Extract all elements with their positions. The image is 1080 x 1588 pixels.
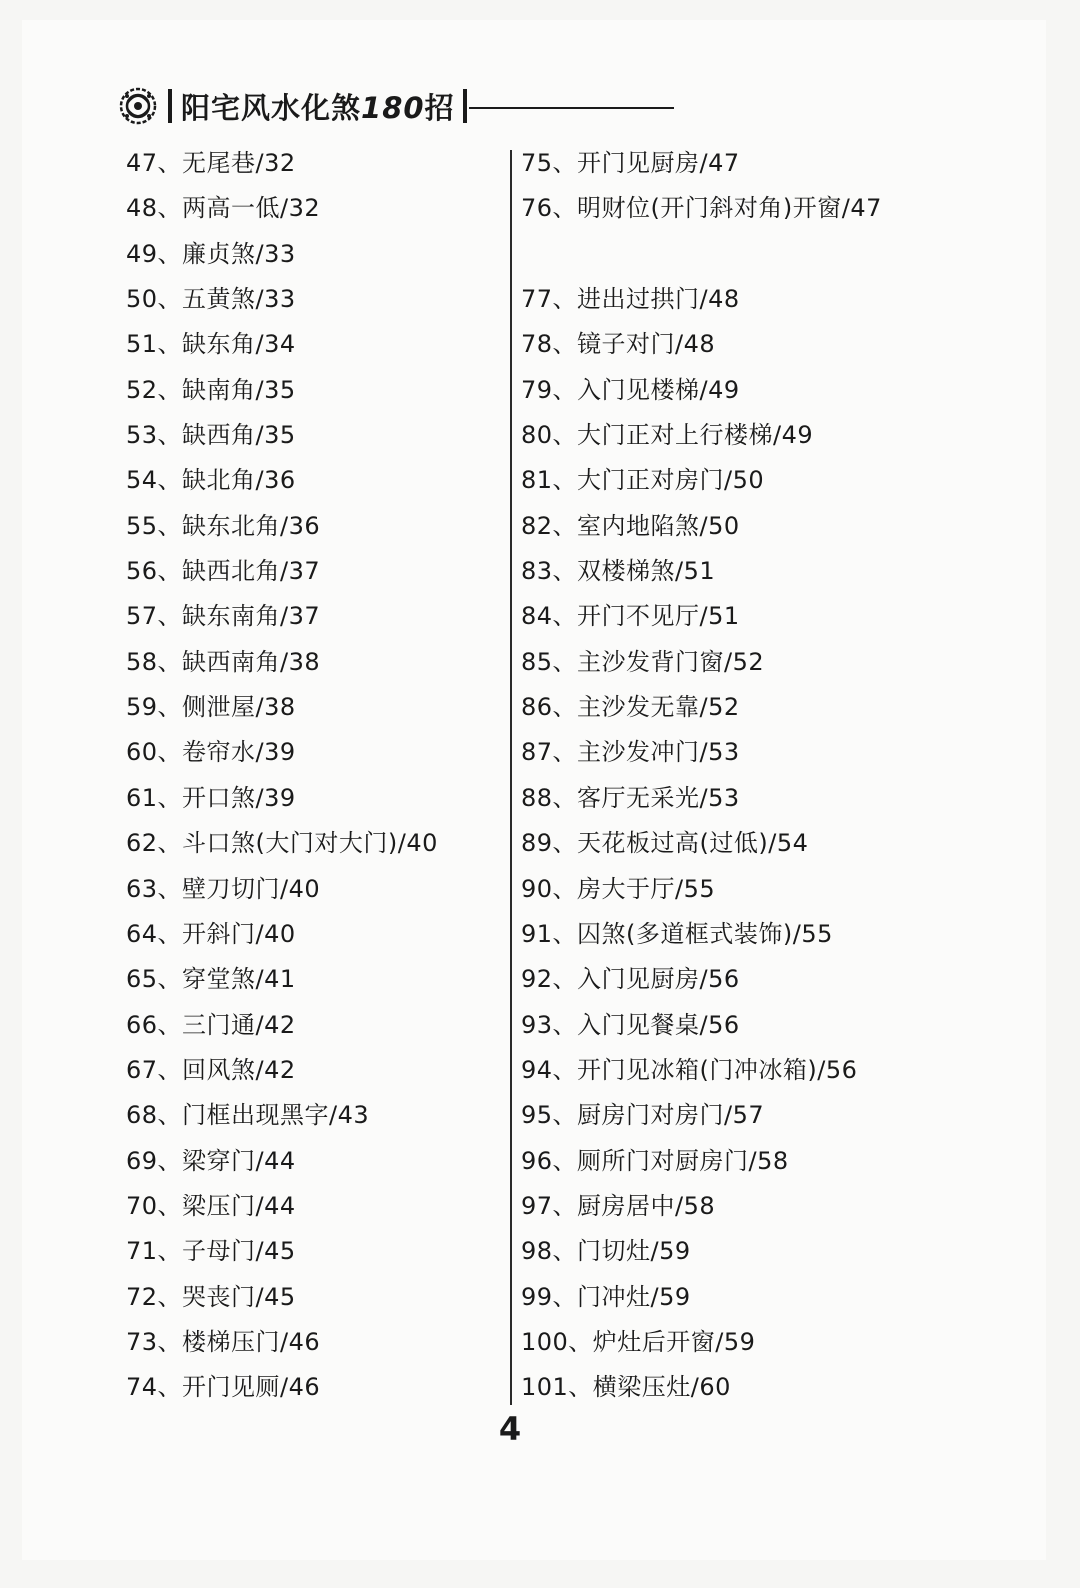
- header-rule: [469, 107, 674, 109]
- toc-entry: 54、缺北角/36: [126, 466, 296, 495]
- toc-entry: 90、房大于厅/55: [521, 874, 716, 903]
- toc-entry: 82、室内地陷煞/50: [521, 511, 740, 540]
- toc-entry: 87、主沙发冲门/53: [521, 738, 740, 767]
- toc-entry: 51、缺东角/34: [126, 330, 296, 359]
- toc-entry: 96、厕所门对厨房门/58: [521, 1146, 789, 1175]
- toc-entry: 99、门冲灶/59: [521, 1282, 691, 1311]
- toc-entry: 100、炉灶后开窗/59: [521, 1327, 756, 1356]
- toc-entry: 98、门切灶/59: [521, 1237, 691, 1266]
- book-title: [181, 86, 455, 127]
- toc-entry: 73、楼梯压门/46: [126, 1327, 321, 1356]
- header-bar-right: [463, 89, 467, 123]
- toc-entry: 59、侧泄屋/38: [126, 693, 296, 722]
- toc-entry: 50、五黄煞/33: [126, 285, 296, 314]
- toc-entry: 97、厨房居中/58: [521, 1191, 716, 1220]
- book-title-suffix: 招: [424, 90, 455, 125]
- toc-entry: 89、天花板过高(过低)/54: [521, 829, 809, 858]
- toc-entry: 69、梁穿门/44: [126, 1146, 296, 1175]
- toc-entry: 57、缺东南角/37: [126, 602, 321, 631]
- toc-entry: 93、入门见餐桌/56: [521, 1010, 740, 1039]
- toc-left-column: [126, 141, 496, 1411]
- page-header: [118, 82, 674, 130]
- toc-entry: 52、缺南角/35: [126, 375, 296, 404]
- toc-entry: 61、开口煞/39: [126, 783, 296, 812]
- toc-entry: 58、缺西南角/38: [126, 647, 321, 676]
- toc-entry: 75、开门见厨房/47: [521, 149, 740, 177]
- toc-entry: 68、门框出现黑字/43: [126, 1101, 370, 1130]
- toc-entry: 91、囚煞(多道框式装饰)/55: [521, 919, 833, 948]
- toc-entry: 81、大门正对房门/50: [521, 466, 765, 495]
- toc-entry: 88、客厅无采光/53: [521, 783, 740, 812]
- toc-entry: 66、三门通/42: [126, 1010, 296, 1039]
- toc-entry: 78、镜子对门/48: [521, 330, 716, 359]
- toc-entry: 53、缺西角/35: [126, 421, 296, 450]
- toc-entry: 70、梁压门/44: [126, 1191, 296, 1220]
- toc-entry: 63、壁刀切门/40: [126, 874, 321, 903]
- toc-entry: 67、回风煞/42: [126, 1055, 296, 1084]
- toc-entry: 86、主沙发无靠/52: [521, 693, 740, 722]
- book-title-main: 阳宅风水化煞: [181, 90, 362, 125]
- decorative-knot-icon: [118, 86, 158, 126]
- toc-entry: 64、开斜门/40: [126, 919, 296, 948]
- toc-entry: 47、无尾巷/32: [126, 149, 296, 177]
- toc-entry: 71、子母门/45: [126, 1237, 296, 1266]
- toc-entry: 95、厨房门对房门/57: [521, 1101, 765, 1130]
- toc-entry: 77、进出过拱门/48: [521, 285, 740, 314]
- book-title-number: 180: [361, 90, 425, 125]
- toc-entry: 84、开门不见厅/51: [521, 602, 740, 631]
- toc-entry: 85、主沙发背门窗/52: [521, 647, 765, 676]
- column-divider: [510, 150, 512, 1405]
- header-bar-left: [168, 89, 172, 123]
- toc-entry: 60、卷帘水/39: [126, 738, 296, 767]
- toc-entry: 65、穿堂煞/41: [126, 965, 296, 994]
- page-number: 4: [498, 1410, 522, 1448]
- toc-entry: 74、开门见厕/46: [126, 1373, 321, 1402]
- toc-entry: 76、明财位(开门斜对角)开窗/47: [521, 194, 882, 223]
- toc-entry: 72、哭丧门/45: [126, 1282, 296, 1311]
- toc-entry: 80、大门正对上行楼梯/49: [521, 421, 814, 450]
- toc-entry: 56、缺西北角/37: [126, 557, 321, 586]
- toc-entry: 49、廉贞煞/33: [126, 239, 296, 268]
- toc-entry: 92、入门见厨房/56: [521, 965, 740, 994]
- toc-entry: 79、入门见楼梯/49: [521, 375, 740, 404]
- toc-entry: 101、横梁压灶/60: [521, 1373, 731, 1402]
- toc-right-column: [521, 141, 901, 1411]
- toc-entry: 48、两高一低/32: [126, 194, 321, 223]
- toc-entry: 62、斗口煞(大门对大门)/40: [126, 829, 438, 858]
- toc-entry: 83、双楼梯煞/51: [521, 557, 716, 586]
- toc-entry: 94、开门见冰箱(门冲冰箱)/56: [521, 1055, 858, 1084]
- toc-entry: 55、缺东北角/36: [126, 511, 321, 540]
